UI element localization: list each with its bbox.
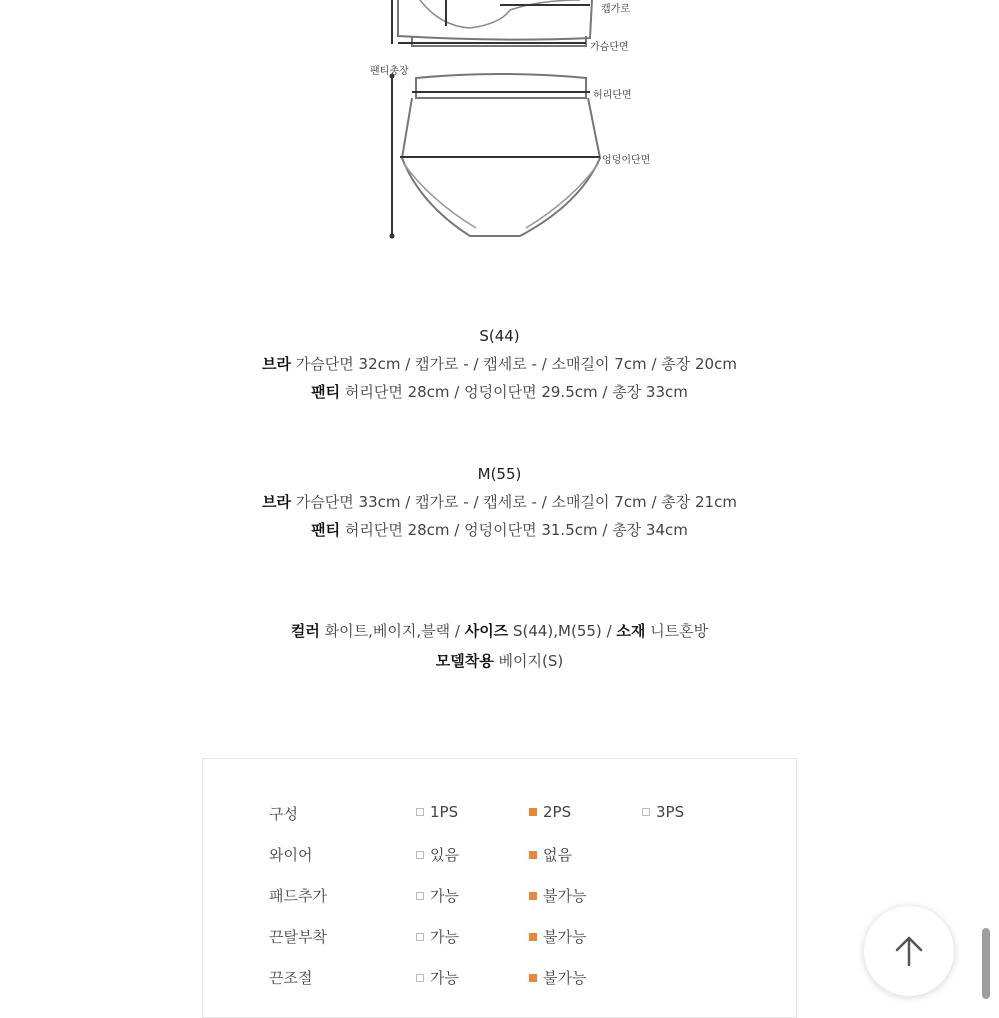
option-row-pad [203, 879, 798, 909]
checkbox-icon [416, 808, 424, 816]
option-row-strap-detach [203, 920, 798, 950]
option-choice [416, 967, 459, 988]
checkbox-checked-icon [529, 851, 537, 859]
option-label: 와이어 [269, 846, 313, 864]
panty-label: 팬티 [311, 521, 341, 539]
info-line-2 [0, 646, 999, 676]
option-row-wire [203, 838, 798, 868]
choice-text: 불가능 [543, 887, 587, 905]
size-value: S(44),M(55) [512, 622, 602, 640]
model-label: 모델착용 [435, 652, 494, 670]
model-value: 베이지(S) [498, 652, 564, 670]
option-choice [416, 844, 459, 865]
checkbox-checked-icon [529, 974, 537, 982]
checkbox-checked-icon [529, 933, 537, 941]
checkbox-icon [416, 974, 424, 982]
bra-label: 브라 [262, 355, 292, 373]
option-choice [529, 803, 571, 821]
choice-text: 불가능 [543, 928, 587, 946]
scrollbar-thumb[interactable] [982, 928, 990, 999]
panty-spec [0, 378, 999, 406]
lingerie-diagram-icon [0, 0, 999, 260]
option-choice [416, 885, 459, 906]
option-choice [416, 803, 458, 821]
option-label: 구성 [269, 805, 298, 823]
option-choice [529, 967, 586, 988]
size-diagram [0, 0, 999, 260]
option-row-composition [203, 797, 798, 827]
panty-length-label: 팬티총장 [370, 66, 409, 77]
chest-label: 가슴단면 [590, 42, 629, 53]
choice-text: 3PS [656, 803, 685, 821]
arrow-up-icon [891, 933, 927, 969]
color-value: 화이트,베이지,블랙 [324, 622, 451, 640]
choice-text: 가능 [430, 887, 459, 905]
size-label: 사이즈 [464, 622, 509, 640]
option-choice [529, 885, 586, 906]
checkbox-icon [642, 808, 650, 816]
size-title: M(55) [477, 465, 522, 483]
separator: / [606, 622, 612, 640]
hip-label: 엉덩이단면 [602, 155, 651, 166]
panty-text: 허리단면 28cm / 엉덩이단면 29.5cm / 총장 33cm [344, 383, 688, 401]
choice-text: 없음 [543, 846, 572, 864]
checkbox-icon [416, 933, 424, 941]
size-spec-m [0, 460, 999, 544]
choice-text: 가능 [430, 969, 459, 987]
option-label: 끈탈부착 [269, 928, 327, 946]
bra-spec [0, 488, 999, 516]
size-title: S(44) [479, 327, 520, 345]
panty-label: 팬티 [311, 383, 341, 401]
option-choice [642, 803, 684, 821]
option-choice [529, 844, 572, 865]
checkbox-checked-icon [529, 892, 537, 900]
scroll-top-button[interactable] [864, 906, 954, 996]
waist-label: 허리단면 [593, 90, 632, 101]
cup-width-label: 캡가로 [601, 4, 630, 15]
choice-text: 불가능 [543, 969, 587, 987]
option-choice [529, 926, 586, 947]
choice-text: 1PS [430, 803, 459, 821]
size-spec-s [0, 322, 999, 406]
checkbox-icon [416, 892, 424, 900]
options-table [202, 758, 797, 1018]
material-label: 소재 [616, 622, 646, 640]
option-label: 끈조절 [269, 969, 313, 987]
bra-text: 가슴단면 32cm / 캡가로 - / 캡세로 - / 소매길이 7cm / 총장 20cm [295, 355, 737, 373]
bra-text: 가슴단면 33cm / 캡가로 - / 캡세로 - / 소매길이 7cm / 총장 21cm [295, 493, 737, 511]
choice-text: 있음 [430, 846, 459, 864]
panty-spec [0, 516, 999, 544]
panty-text: 허리단면 28cm / 엉덩이단면 31.5cm / 총장 34cm [344, 521, 688, 539]
product-info [0, 616, 999, 676]
option-label: 패드추가 [269, 887, 327, 905]
checkbox-checked-icon [529, 808, 537, 816]
material-value: 니트혼방 [650, 622, 709, 640]
choice-text: 2PS [543, 803, 572, 821]
choice-text: 가능 [430, 928, 459, 946]
option-row-strap-adjust [203, 961, 798, 991]
separator: / [454, 622, 460, 640]
bra-label: 브라 [262, 493, 292, 511]
info-line-1 [0, 616, 999, 646]
option-choice [416, 926, 459, 947]
color-label: 컬러 [290, 622, 320, 640]
bra-spec [0, 350, 999, 378]
checkbox-icon [416, 851, 424, 859]
